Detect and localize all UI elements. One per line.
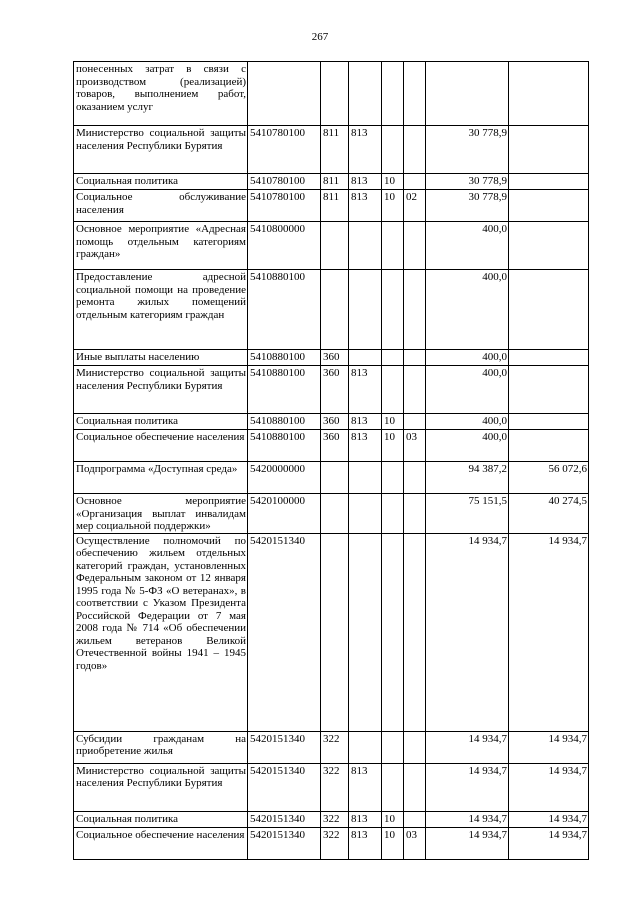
ministry-code: 813: [349, 414, 382, 430]
amount-col-2: 40 274,5: [509, 494, 589, 534]
expense-type-code: 322: [321, 811, 349, 827]
subsection-code: [404, 174, 426, 190]
amount-col-2: 14 934,7: [509, 827, 589, 859]
expense-type-code: 811: [321, 174, 349, 190]
expense-type-code: [321, 222, 349, 270]
target-article-code: 5420151340: [248, 811, 321, 827]
target-article-code: 5420151340: [248, 731, 321, 763]
row-name: Социальное обеспечение населения: [74, 430, 248, 462]
target-article-code: 5420000000: [248, 462, 321, 494]
amount-col-2: 14 934,7: [509, 763, 589, 811]
amount-col-2: [509, 174, 589, 190]
subsection-code: [404, 270, 426, 350]
row-name: Иные выплаты населению: [74, 350, 248, 366]
amount-col-1: 75 151,5: [426, 494, 509, 534]
row-name: Социальное обеспечение населения: [74, 827, 248, 859]
row-name: Предоставление адресной социальной помощи на проведение ремонта жилых помещений отдельным категориям граждан: [74, 270, 248, 350]
row-name: Основное мероприятие «Организация выплат инвалидам мер социальной поддержки»: [74, 494, 248, 534]
section-code: [382, 366, 404, 414]
ministry-code: 813: [349, 827, 382, 859]
row-name: Осуществление полномочий по обеспечению жильем отдельных категорий граждан, установленных Федеральным законом от 12 января 1995 года № 5-ФЗ «О ветеранах», в соответствии с Указом Президента Российской Федерации от 7 мая 2008 года № 714 «Об обеспечении жильем ветеранов Великой Отечественной войны 1941 – 1945 годов»: [74, 533, 248, 731]
section-code: [382, 763, 404, 811]
expense-type-code: [321, 462, 349, 494]
table-row: [74, 811, 589, 827]
subsection-code: 03: [404, 430, 426, 462]
subsection-code: [404, 763, 426, 811]
subsection-code: 02: [404, 190, 426, 222]
ministry-code: 813: [349, 430, 382, 462]
subsection-code: [404, 462, 426, 494]
section-code: 10: [382, 811, 404, 827]
target-article-code: 5410780100: [248, 174, 321, 190]
amount-col-2: [509, 414, 589, 430]
table-row: [74, 190, 589, 222]
ministry-code: 813: [349, 190, 382, 222]
expense-type-code: 360: [321, 350, 349, 366]
section-code: 10: [382, 174, 404, 190]
ministry-code: [349, 350, 382, 366]
section-code: [382, 62, 404, 126]
table-row: [74, 270, 589, 350]
target-article-code: 5410780100: [248, 126, 321, 174]
subsection-code: [404, 222, 426, 270]
amount-col-1: 400,0: [426, 222, 509, 270]
expense-type-code: 360: [321, 414, 349, 430]
target-article-code: 5420151340: [248, 827, 321, 859]
section-code: [382, 494, 404, 534]
table-row: [74, 126, 589, 174]
target-article-code: 5410880100: [248, 366, 321, 414]
section-code: [382, 350, 404, 366]
subsection-code: 03: [404, 827, 426, 859]
target-article-code: 5410780100: [248, 190, 321, 222]
row-name: Подпрограмма «Доступная среда»: [74, 462, 248, 494]
amount-col-1: 30 778,9: [426, 174, 509, 190]
subsection-code: [404, 731, 426, 763]
amount-col-2: [509, 62, 589, 126]
table-row: [74, 827, 589, 859]
table-row: [74, 414, 589, 430]
table-row: [74, 533, 589, 731]
target-article-code: [248, 62, 321, 126]
table-row: [74, 462, 589, 494]
row-name: Министерство социальной защиты населения Республики Бурятия: [74, 763, 248, 811]
expense-type-code: [321, 62, 349, 126]
ministry-code: 813: [349, 811, 382, 827]
table-row: [74, 494, 589, 534]
section-code: [382, 222, 404, 270]
subsection-code: [404, 350, 426, 366]
table-row: [74, 222, 589, 270]
amount-col-2: 14 934,7: [509, 533, 589, 731]
section-code: 10: [382, 430, 404, 462]
section-code: 10: [382, 190, 404, 222]
row-name: Социальное обслуживание населения: [74, 190, 248, 222]
target-article-code: 5410880100: [248, 414, 321, 430]
amount-col-1: 14 934,7: [426, 827, 509, 859]
section-code: [382, 462, 404, 494]
amount-col-2: [509, 190, 589, 222]
target-article-code: 5410880100: [248, 270, 321, 350]
amount-col-1: [426, 62, 509, 126]
amount-col-1: 14 934,7: [426, 763, 509, 811]
ministry-code: [349, 222, 382, 270]
subsection-code: [404, 494, 426, 534]
row-name: Субсидии гражданам на приобретение жилья: [74, 731, 248, 763]
amount-col-2: [509, 366, 589, 414]
target-article-code: 5420151340: [248, 763, 321, 811]
subsection-code: [404, 811, 426, 827]
ministry-code: 813: [349, 126, 382, 174]
amount-col-1: 400,0: [426, 430, 509, 462]
table-row: [74, 350, 589, 366]
section-code: [382, 533, 404, 731]
expense-type-code: 322: [321, 827, 349, 859]
amount-col-1: 14 934,7: [426, 731, 509, 763]
row-name: Социальная политика: [74, 174, 248, 190]
section-code: [382, 126, 404, 174]
row-name: Социальная политика: [74, 414, 248, 430]
ministry-code: 813: [349, 366, 382, 414]
amount-col-1: 94 387,2: [426, 462, 509, 494]
expense-type-code: 811: [321, 190, 349, 222]
amount-col-1: 400,0: [426, 366, 509, 414]
budget-table: [73, 61, 589, 860]
amount-col-2: 14 934,7: [509, 731, 589, 763]
expense-type-code: 322: [321, 731, 349, 763]
expense-type-code: 811: [321, 126, 349, 174]
row-name: Социальная политика: [74, 811, 248, 827]
table-row: [74, 763, 589, 811]
ministry-code: [349, 62, 382, 126]
amount-col-1: 14 934,7: [426, 811, 509, 827]
ministry-code: 813: [349, 174, 382, 190]
amount-col-1: 400,0: [426, 270, 509, 350]
expense-type-code: 322: [321, 763, 349, 811]
target-article-code: 5410800000: [248, 222, 321, 270]
section-code: [382, 731, 404, 763]
ministry-code: [349, 270, 382, 350]
subsection-code: [404, 533, 426, 731]
row-name: Основное мероприятие «Адресная помощь отдельным категориям граждан»: [74, 222, 248, 270]
subsection-code: [404, 126, 426, 174]
subsection-code: [404, 414, 426, 430]
amount-col-2: [509, 222, 589, 270]
ministry-code: [349, 494, 382, 534]
row-name: Министерство социальной защиты населения Республики Бурятия: [74, 366, 248, 414]
row-name: Министерство социальной защиты населения Республики Бурятия: [74, 126, 248, 174]
target-article-code: 5420100000: [248, 494, 321, 534]
target-article-code: 5420151340: [248, 533, 321, 731]
ministry-code: [349, 462, 382, 494]
page-number: 267: [311, 31, 329, 43]
amount-col-2: 14 934,7: [509, 811, 589, 827]
target-article-code: 5410880100: [248, 350, 321, 366]
amount-col-1: 400,0: [426, 414, 509, 430]
subsection-code: [404, 366, 426, 414]
amount-col-1: 14 934,7: [426, 533, 509, 731]
expense-type-code: 360: [321, 430, 349, 462]
amount-col-1: 30 778,9: [426, 126, 509, 174]
amount-col-2: [509, 430, 589, 462]
expense-type-code: [321, 494, 349, 534]
row-name: понесенных затрат в связи с производством (реализацией) товаров, выполнением работ, оказанием услуг: [74, 62, 248, 126]
section-code: [382, 270, 404, 350]
amount-col-1: 30 778,9: [426, 190, 509, 222]
section-code: 10: [382, 414, 404, 430]
section-code: 10: [382, 827, 404, 859]
amount-col-1: 400,0: [426, 350, 509, 366]
amount-col-2: 56 072,6: [509, 462, 589, 494]
expense-type-code: [321, 270, 349, 350]
ministry-code: 813: [349, 763, 382, 811]
target-article-code: 5410880100: [248, 430, 321, 462]
expense-type-code: [321, 533, 349, 731]
amount-col-2: [509, 350, 589, 366]
amount-col-2: [509, 126, 589, 174]
table-row: [74, 430, 589, 462]
table-body: [74, 62, 589, 860]
table-row: [74, 366, 589, 414]
amount-col-2: [509, 270, 589, 350]
table-row: [74, 731, 589, 763]
expense-type-code: 360: [321, 366, 349, 414]
table-row: [74, 62, 589, 126]
ministry-code: [349, 533, 382, 731]
ministry-code: [349, 731, 382, 763]
table-row: [74, 174, 589, 190]
subsection-code: [404, 62, 426, 126]
